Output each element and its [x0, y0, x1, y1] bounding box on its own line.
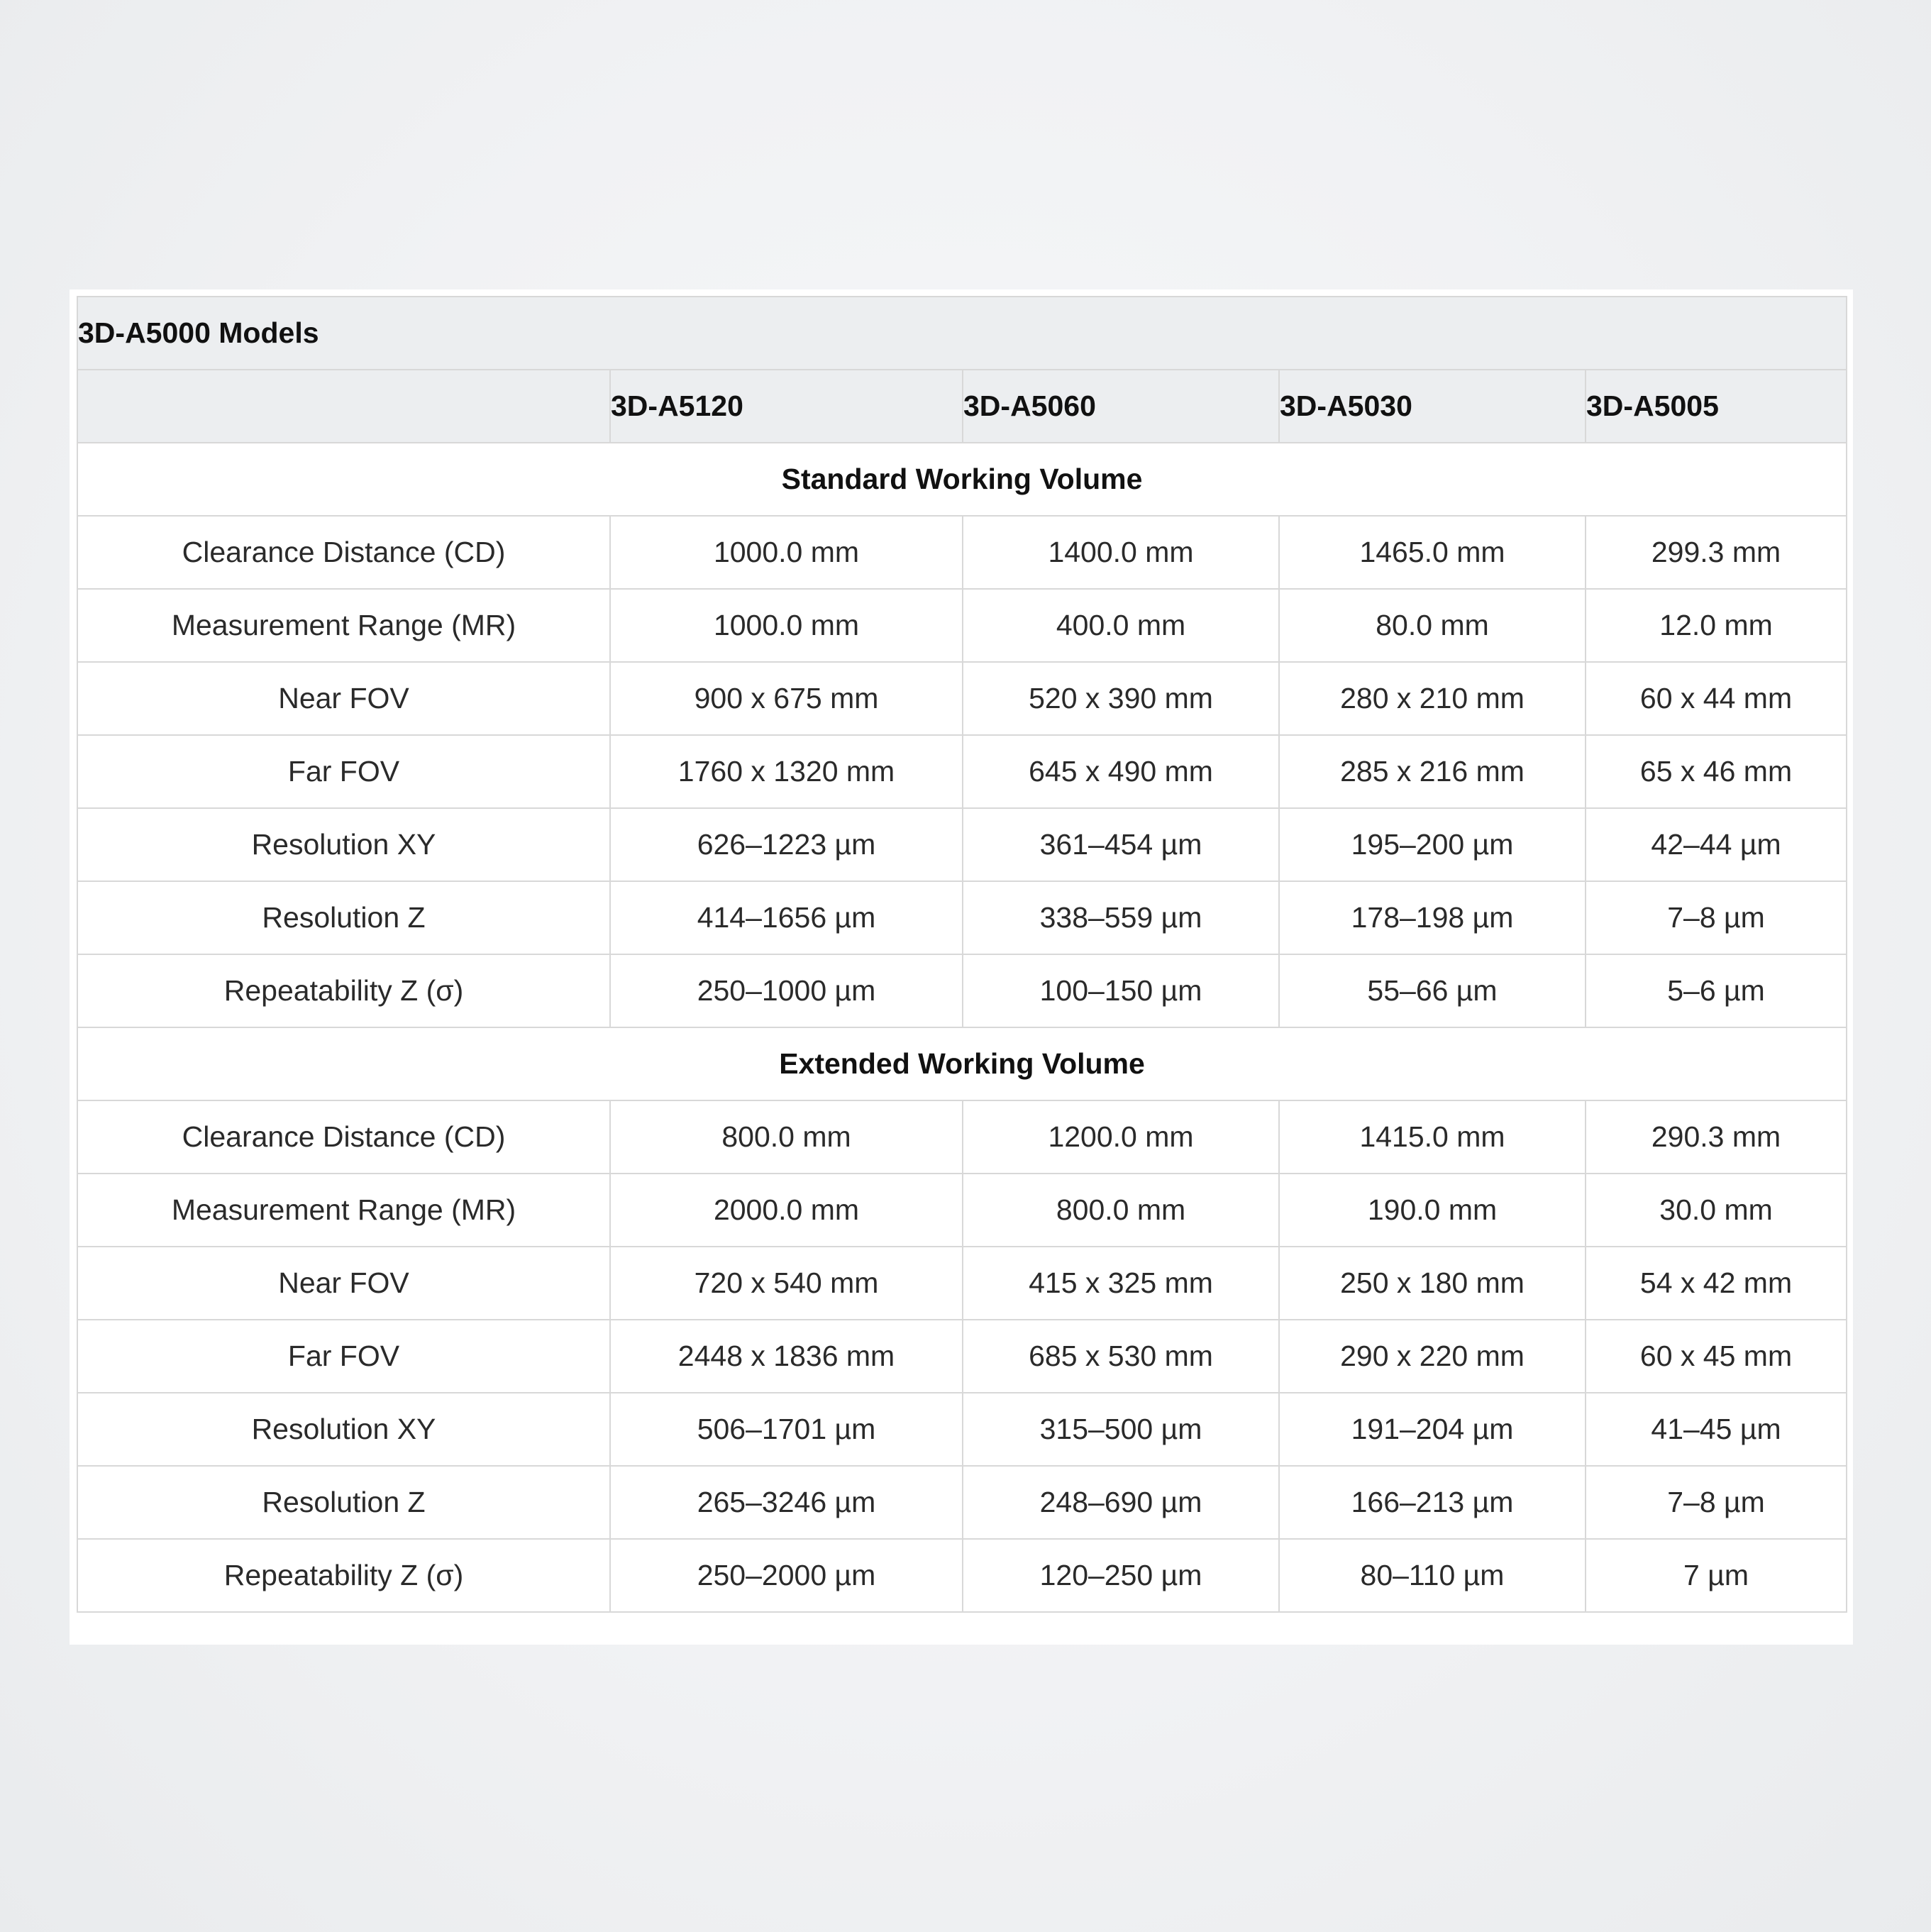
table-header-row [77, 370, 1847, 443]
table-row [77, 1539, 1847, 1612]
value-cell: 800.0 mm [610, 1100, 963, 1174]
section-header-row [77, 443, 1847, 516]
value-cell: 1415.0 mm [1279, 1100, 1586, 1174]
table-row [77, 1174, 1847, 1247]
value-cell: 80–110 µm [1279, 1539, 1586, 1612]
value-cell: 645 x 490 mm [963, 735, 1279, 808]
value-cell: 80.0 mm [1279, 589, 1586, 662]
specs-table [77, 296, 1847, 1613]
value-cell: 414–1656 µm [610, 881, 963, 954]
section-title: Standard Working Volume [77, 443, 1847, 516]
value-cell: 290.3 mm [1586, 1100, 1847, 1174]
value-cell: 1000.0 mm [610, 589, 963, 662]
table-row [77, 881, 1847, 954]
section-header-row [77, 1027, 1847, 1100]
value-cell: 100–150 µm [963, 954, 1279, 1027]
table-row [77, 1247, 1847, 1320]
row-label-cell: Near FOV [77, 1247, 610, 1320]
value-cell: 2448 x 1836 mm [610, 1320, 963, 1393]
value-cell: 506–1701 µm [610, 1393, 963, 1466]
header-cell-model: 3D-A5005 [1586, 370, 1847, 443]
row-label-cell: Resolution Z [77, 881, 610, 954]
table-caption-row [77, 297, 1847, 370]
row-label-cell: Near FOV [77, 662, 610, 735]
table-row [77, 1100, 1847, 1174]
value-cell: 190.0 mm [1279, 1174, 1586, 1247]
value-cell: 60 x 44 mm [1586, 662, 1847, 735]
table-row [77, 1320, 1847, 1393]
table-row [77, 735, 1847, 808]
value-cell: 5–6 µm [1586, 954, 1847, 1027]
header-cell-model: 3D-A5060 [963, 370, 1279, 443]
value-cell: 250–2000 µm [610, 1539, 963, 1612]
value-cell: 166–213 µm [1279, 1466, 1586, 1539]
value-cell: 720 x 540 mm [610, 1247, 963, 1320]
row-label-cell: Far FOV [77, 1320, 610, 1393]
value-cell: 361–454 µm [963, 808, 1279, 881]
row-label-cell: Resolution Z [77, 1466, 610, 1539]
value-cell: 1760 x 1320 mm [610, 735, 963, 808]
row-label-cell: Repeatability Z (σ) [77, 1539, 610, 1612]
value-cell: 900 x 675 mm [610, 662, 963, 735]
row-label-cell: Clearance Distance (CD) [77, 516, 610, 589]
table-row [77, 808, 1847, 881]
row-label-cell: Far FOV [77, 735, 610, 808]
value-cell: 415 x 325 mm [963, 1247, 1279, 1320]
table-row [77, 1393, 1847, 1466]
value-cell: 1000.0 mm [610, 516, 963, 589]
value-cell: 7 µm [1586, 1539, 1847, 1612]
value-cell: 800.0 mm [963, 1174, 1279, 1247]
value-cell: 285 x 216 mm [1279, 735, 1586, 808]
value-cell: 338–559 µm [963, 881, 1279, 954]
value-cell: 315–500 µm [963, 1393, 1279, 1466]
value-cell: 626–1223 µm [610, 808, 963, 881]
value-cell: 191–204 µm [1279, 1393, 1586, 1466]
value-cell: 178–198 µm [1279, 881, 1586, 954]
value-cell: 54 x 42 mm [1586, 1247, 1847, 1320]
table-row [77, 662, 1847, 735]
value-cell: 65 x 46 mm [1586, 735, 1847, 808]
value-cell: 55–66 µm [1279, 954, 1586, 1027]
value-cell: 7–8 µm [1586, 881, 1847, 954]
table-row [77, 954, 1847, 1027]
value-cell: 1200.0 mm [963, 1100, 1279, 1174]
row-label-cell: Resolution XY [77, 1393, 610, 1466]
header-cell-empty [77, 370, 610, 443]
value-cell: 12.0 mm [1586, 589, 1847, 662]
value-cell: 1400.0 mm [963, 516, 1279, 589]
specs-card [70, 289, 1853, 1645]
value-cell: 520 x 390 mm [963, 662, 1279, 735]
value-cell: 41–45 µm [1586, 1393, 1847, 1466]
table-row [77, 1466, 1847, 1539]
value-cell: 60 x 45 mm [1586, 1320, 1847, 1393]
section-title: Extended Working Volume [77, 1027, 1847, 1100]
value-cell: 265–3246 µm [610, 1466, 963, 1539]
row-label-cell: Measurement Range (MR) [77, 589, 610, 662]
value-cell: 685 x 530 mm [963, 1320, 1279, 1393]
value-cell: 42–44 µm [1586, 808, 1847, 881]
table-row [77, 589, 1847, 662]
value-cell: 30.0 mm [1586, 1174, 1847, 1247]
row-label-cell: Clearance Distance (CD) [77, 1100, 610, 1174]
value-cell: 400.0 mm [963, 589, 1279, 662]
value-cell: 290 x 220 mm [1279, 1320, 1586, 1393]
value-cell: 2000.0 mm [610, 1174, 963, 1247]
row-label-cell: Repeatability Z (σ) [77, 954, 610, 1027]
table-caption: 3D-A5000 Models [77, 297, 1847, 370]
value-cell: 250–1000 µm [610, 954, 963, 1027]
row-label-cell: Resolution XY [77, 808, 610, 881]
value-cell: 120–250 µm [963, 1539, 1279, 1612]
header-cell-model: 3D-A5120 [610, 370, 963, 443]
value-cell: 248–690 µm [963, 1466, 1279, 1539]
header-cell-model: 3D-A5030 [1279, 370, 1586, 443]
row-label-cell: Measurement Range (MR) [77, 1174, 610, 1247]
value-cell: 280 x 210 mm [1279, 662, 1586, 735]
value-cell: 250 x 180 mm [1279, 1247, 1586, 1320]
value-cell: 195–200 µm [1279, 808, 1586, 881]
value-cell: 1465.0 mm [1279, 516, 1586, 589]
value-cell: 299.3 mm [1586, 516, 1847, 589]
value-cell: 7–8 µm [1586, 1466, 1847, 1539]
table-row [77, 516, 1847, 589]
